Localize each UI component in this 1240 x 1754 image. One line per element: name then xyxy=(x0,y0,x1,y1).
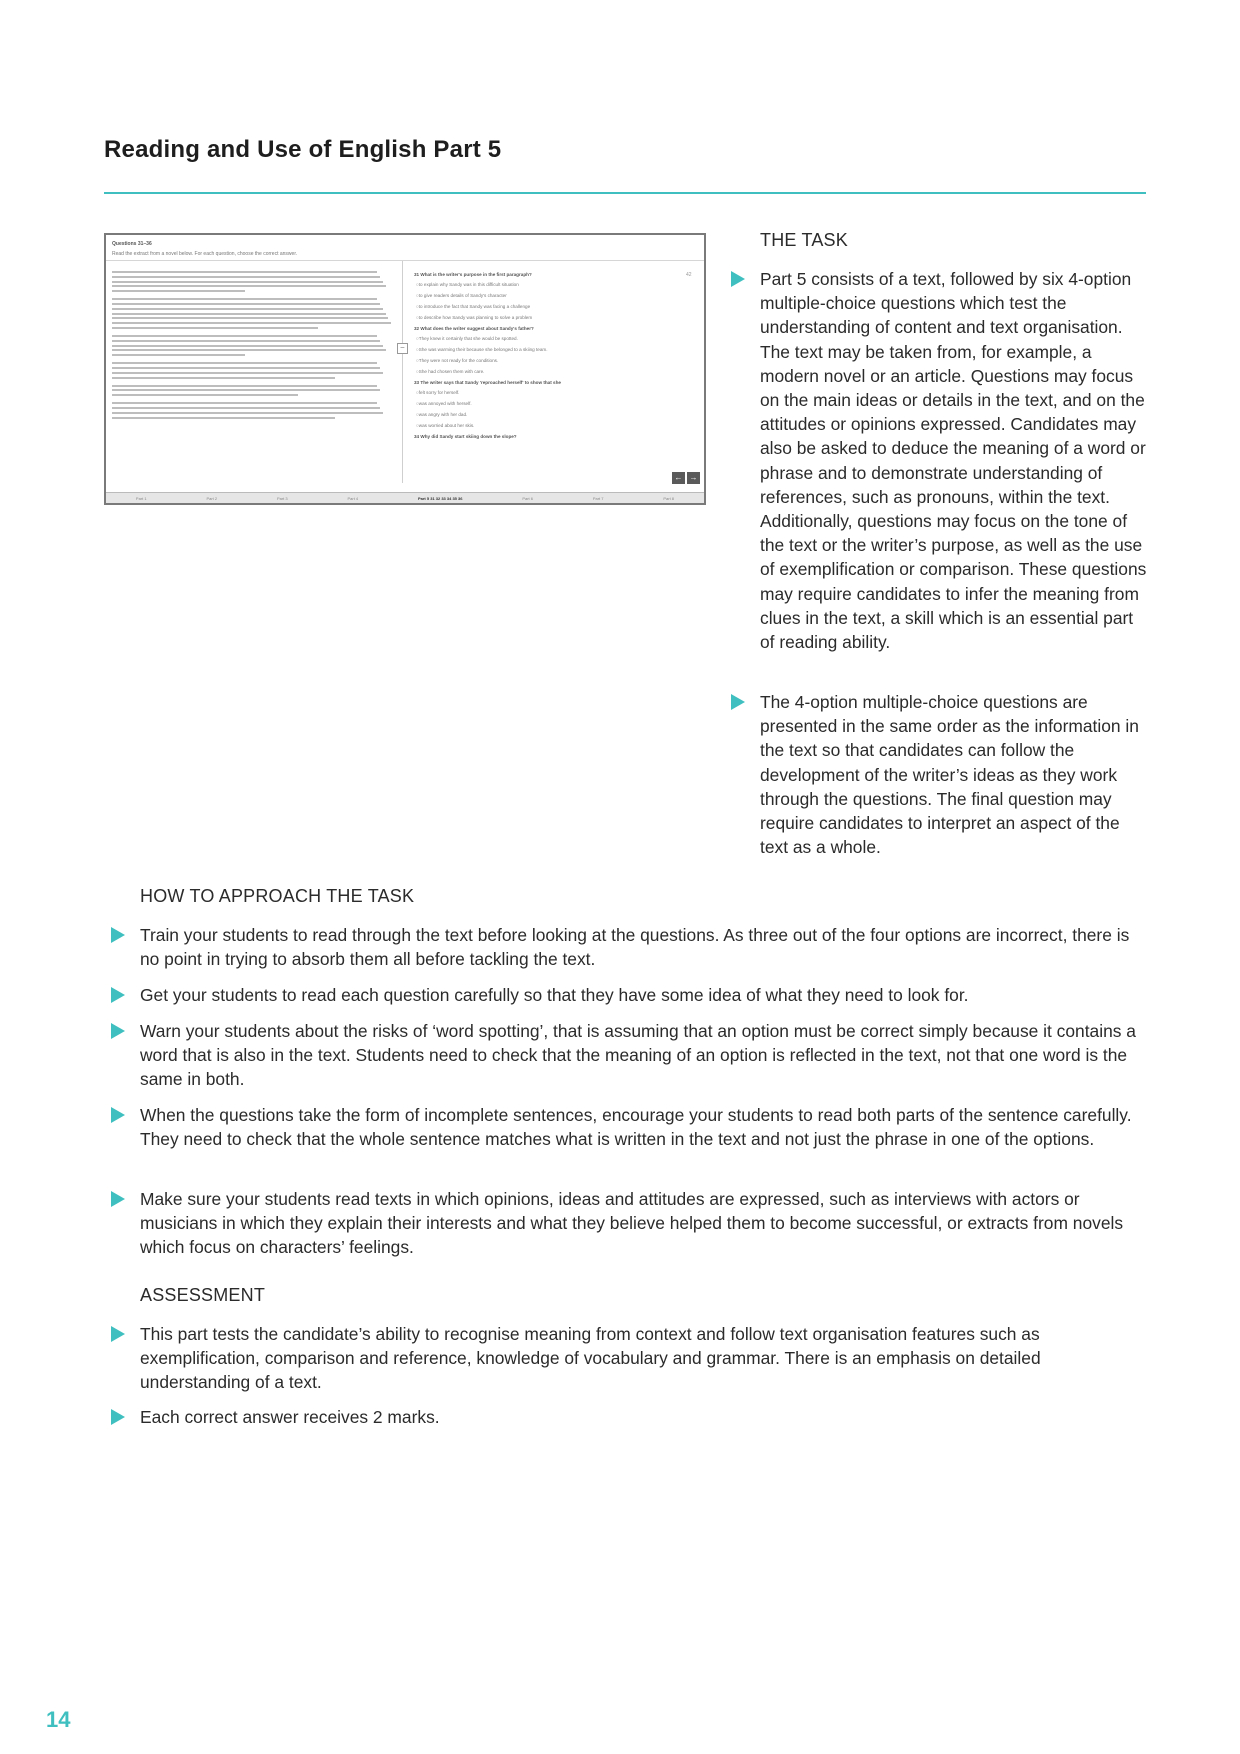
passage-line xyxy=(112,308,383,310)
passage-paragraph xyxy=(112,385,394,397)
arrow-right-icon: → xyxy=(687,472,700,484)
passage-line xyxy=(112,340,380,342)
passage-line xyxy=(112,412,383,414)
screenshot-option: ○ felt sorry for herself. xyxy=(416,390,694,395)
passage-line xyxy=(112,322,391,324)
screenshot-header: Questions 31–36 xyxy=(112,241,152,247)
nav-part: Part 7 xyxy=(592,495,604,501)
bullet-triangle-icon xyxy=(111,1023,125,1039)
assessment-bullet-text: This part tests the candidate’s ability to recognise meaning from context and follow text organisation features such as exemplification, comparison and reference, knowledge of vocabulary and grammar. There is an emphasis on detailed understanding of a text. xyxy=(140,1324,1041,1393)
passage-line xyxy=(112,385,377,387)
passage-line xyxy=(112,281,383,283)
screenshot-option: ○ was angry with her dad. xyxy=(416,412,694,417)
passage-line xyxy=(112,367,380,369)
task-bullet xyxy=(760,690,1152,859)
title-divider xyxy=(104,192,1146,194)
passage-paragraph xyxy=(112,402,394,418)
screenshot-option: ○ was annoyed with herself. xyxy=(416,401,694,406)
nav-part: Part 4 xyxy=(347,495,359,501)
screenshot-header-rule xyxy=(106,260,704,261)
task-bullet-text: The 4-option multiple-choice questions are presented in the same order as the information in the text so that candidates can follow the development of the writer’s ideas as they work through the questions. The final question may require candidates to interpret an aspect of the text as a whole. xyxy=(760,692,1139,858)
passage-paragraph xyxy=(112,298,394,329)
page-number: 14 xyxy=(46,1707,71,1732)
exam-screenshot xyxy=(104,233,706,505)
passage-paragraph xyxy=(112,335,394,356)
nav-part: Part 1 xyxy=(135,495,147,501)
assessment-heading: ASSESSMENT xyxy=(140,1285,266,1305)
approach-bullet-text: Make sure your students read texts in which opinions, ideas and attitudes are expressed, such as interviews with actors or musicians in which they explain their interests and what they believe helped them to become successful, or extracts from novels which focus on characters’ feelings. xyxy=(140,1189,1124,1258)
approach-bullet xyxy=(140,1019,1150,1092)
approach-heading: HOW TO APPROACH THE TASK xyxy=(140,886,415,906)
approach-bullet xyxy=(140,1103,1150,1151)
nav-part: Part 6 xyxy=(522,495,533,501)
passage-line xyxy=(112,285,386,287)
passage-line xyxy=(112,313,386,315)
approach-bullet-text: Get your students to read each question carefully so that they have some idea of what they need to look for. xyxy=(140,985,969,1005)
approach-bullet xyxy=(140,923,1150,971)
screenshot-option: ○ to explain why Sandy was in this difficult situation xyxy=(416,282,694,287)
passage-line xyxy=(112,271,377,273)
screenshot-option: ○ They knew it certainly that she would be spotted. xyxy=(416,336,694,341)
assessment-bullet xyxy=(140,1322,1150,1395)
screenshot-question-text: 33 The writer says that Sandy 'reproached herself' to show that she xyxy=(414,380,561,385)
screenshot-question xyxy=(414,272,694,320)
nav-part: Part 8 xyxy=(663,495,675,501)
passage-line xyxy=(112,389,380,391)
passage-line xyxy=(112,417,335,419)
approach-bullet-text: Train your students to read through the text before looking at the questions. As three out of the four options are incorrect, there is no point in trying to absorb them all before tackling the text. xyxy=(140,925,1130,970)
screenshot-column-divider xyxy=(402,261,403,483)
collapse-icon: – xyxy=(397,343,408,354)
screenshot-instruction: Read the extract from a novel below. For each question, choose the correct answer. xyxy=(112,251,298,257)
screenshot-question xyxy=(414,380,694,428)
passage-line xyxy=(112,290,245,292)
passage-line xyxy=(112,317,388,319)
passage-line xyxy=(112,402,377,404)
screenshot-question-text: 34 Why did Sandy start skiing down the slope? xyxy=(414,434,517,439)
passage-line xyxy=(112,407,380,409)
nav-part-active: Part 5 31 32 33 34 35 36 xyxy=(417,495,463,501)
approach-bullet xyxy=(140,1187,1150,1260)
bullet-triangle-icon xyxy=(111,987,125,1003)
passage-line xyxy=(112,276,380,278)
screenshot-passage xyxy=(112,271,394,425)
passage-line xyxy=(112,335,377,337)
screenshot-option: ○ to give readers details of Sandy's character xyxy=(416,293,694,298)
approach-bullet-text: When the questions take the form of incomplete sentences, encourage your students to read both parts of the sentence carefully. They need to check that the whole sentence matches what is written in the text and not just the phrase in one of the options. xyxy=(140,1105,1132,1150)
screenshot-question-number: 42 xyxy=(686,272,692,278)
approach-bullet xyxy=(140,983,1150,1007)
bullet-triangle-icon xyxy=(111,1191,125,1207)
passage-paragraph xyxy=(112,362,394,378)
screenshot-arrows xyxy=(670,467,700,485)
screenshot-questions xyxy=(414,272,694,444)
task-heading: THE TASK xyxy=(760,230,848,250)
passage-line xyxy=(112,362,377,364)
nav-part: Part 3 xyxy=(276,495,288,501)
passage-line xyxy=(112,298,377,300)
screenshot-question xyxy=(414,326,694,374)
bullet-triangle-icon xyxy=(731,694,745,710)
passage-line xyxy=(112,377,335,379)
screenshot-navbar xyxy=(106,492,704,503)
screenshot-option: ○ to describe how Sandy was planning to solve a problem xyxy=(416,315,694,320)
screenshot-option: ○ She had chosen them with care. xyxy=(416,369,694,374)
screenshot-option: ○ She was warming their because she belonged to a skiing team. xyxy=(416,347,694,352)
page-title: Reading and Use of English Part 5 xyxy=(104,136,502,163)
bullet-triangle-icon xyxy=(111,1409,125,1425)
nav-part: Part 2 xyxy=(206,495,218,501)
screenshot-option: ○ was worried about her skis. xyxy=(416,423,694,428)
bullet-triangle-icon xyxy=(111,1107,125,1123)
passage-line xyxy=(112,394,298,396)
passage-line xyxy=(112,372,383,374)
bullet-triangle-icon xyxy=(731,271,745,287)
passage-line xyxy=(112,345,383,347)
approach-bullet-text: Warn your students about the risks of ‘word spotting’, that is assuming that an option must be correct simply because it contains a word that is also in the text. Students need to check that the meaning of an option is reflected in the text, not that one word is the same in both. xyxy=(140,1021,1136,1090)
assessment-bullet-text: Each correct answer receives 2 marks. xyxy=(140,1407,440,1427)
arrow-left-icon: ← xyxy=(672,472,685,484)
passage-paragraph xyxy=(112,271,394,292)
screenshot-option: ○ to introduce the fact that Sandy was facing a challenge xyxy=(416,304,694,309)
passage-line xyxy=(112,327,318,329)
passage-line xyxy=(112,349,386,351)
assessment-bullet xyxy=(140,1405,1150,1429)
screenshot-question-text: 32 What does the writer suggest about Sandy's father? xyxy=(414,326,534,331)
task-bullet-text: Part 5 consists of a text, followed by six 4-option multiple-choice questions which test the understanding of content and text organisation. The text may be taken from, for example, a modern novel or an article. Questions may focus on the main ideas or details in the text, and on the attitudes or opinions expressed. Candidates may also be asked to deduce the meaning of a word or phrase and to demonstrate understanding of references, such as pronouns, within the text. Additionally, questions may focus on the tone of the text or the writer’s purpose, as well as the use of exemplification or comparison. These questions may require candidates to infer the meaning from clues in the text, a skill which is an essential part of reading ability. xyxy=(760,269,1147,653)
task-bullet xyxy=(760,267,1152,654)
screenshot-question-text: 31 What is the writer's purpose in the first paragraph? xyxy=(414,272,532,277)
screenshot-option: ○ They were not ready for the conditions. xyxy=(416,358,694,363)
screenshot-question xyxy=(414,434,694,439)
bullet-triangle-icon xyxy=(111,1326,125,1342)
passage-line xyxy=(112,303,380,305)
passage-line xyxy=(112,354,245,356)
bullet-triangle-icon xyxy=(111,927,125,943)
